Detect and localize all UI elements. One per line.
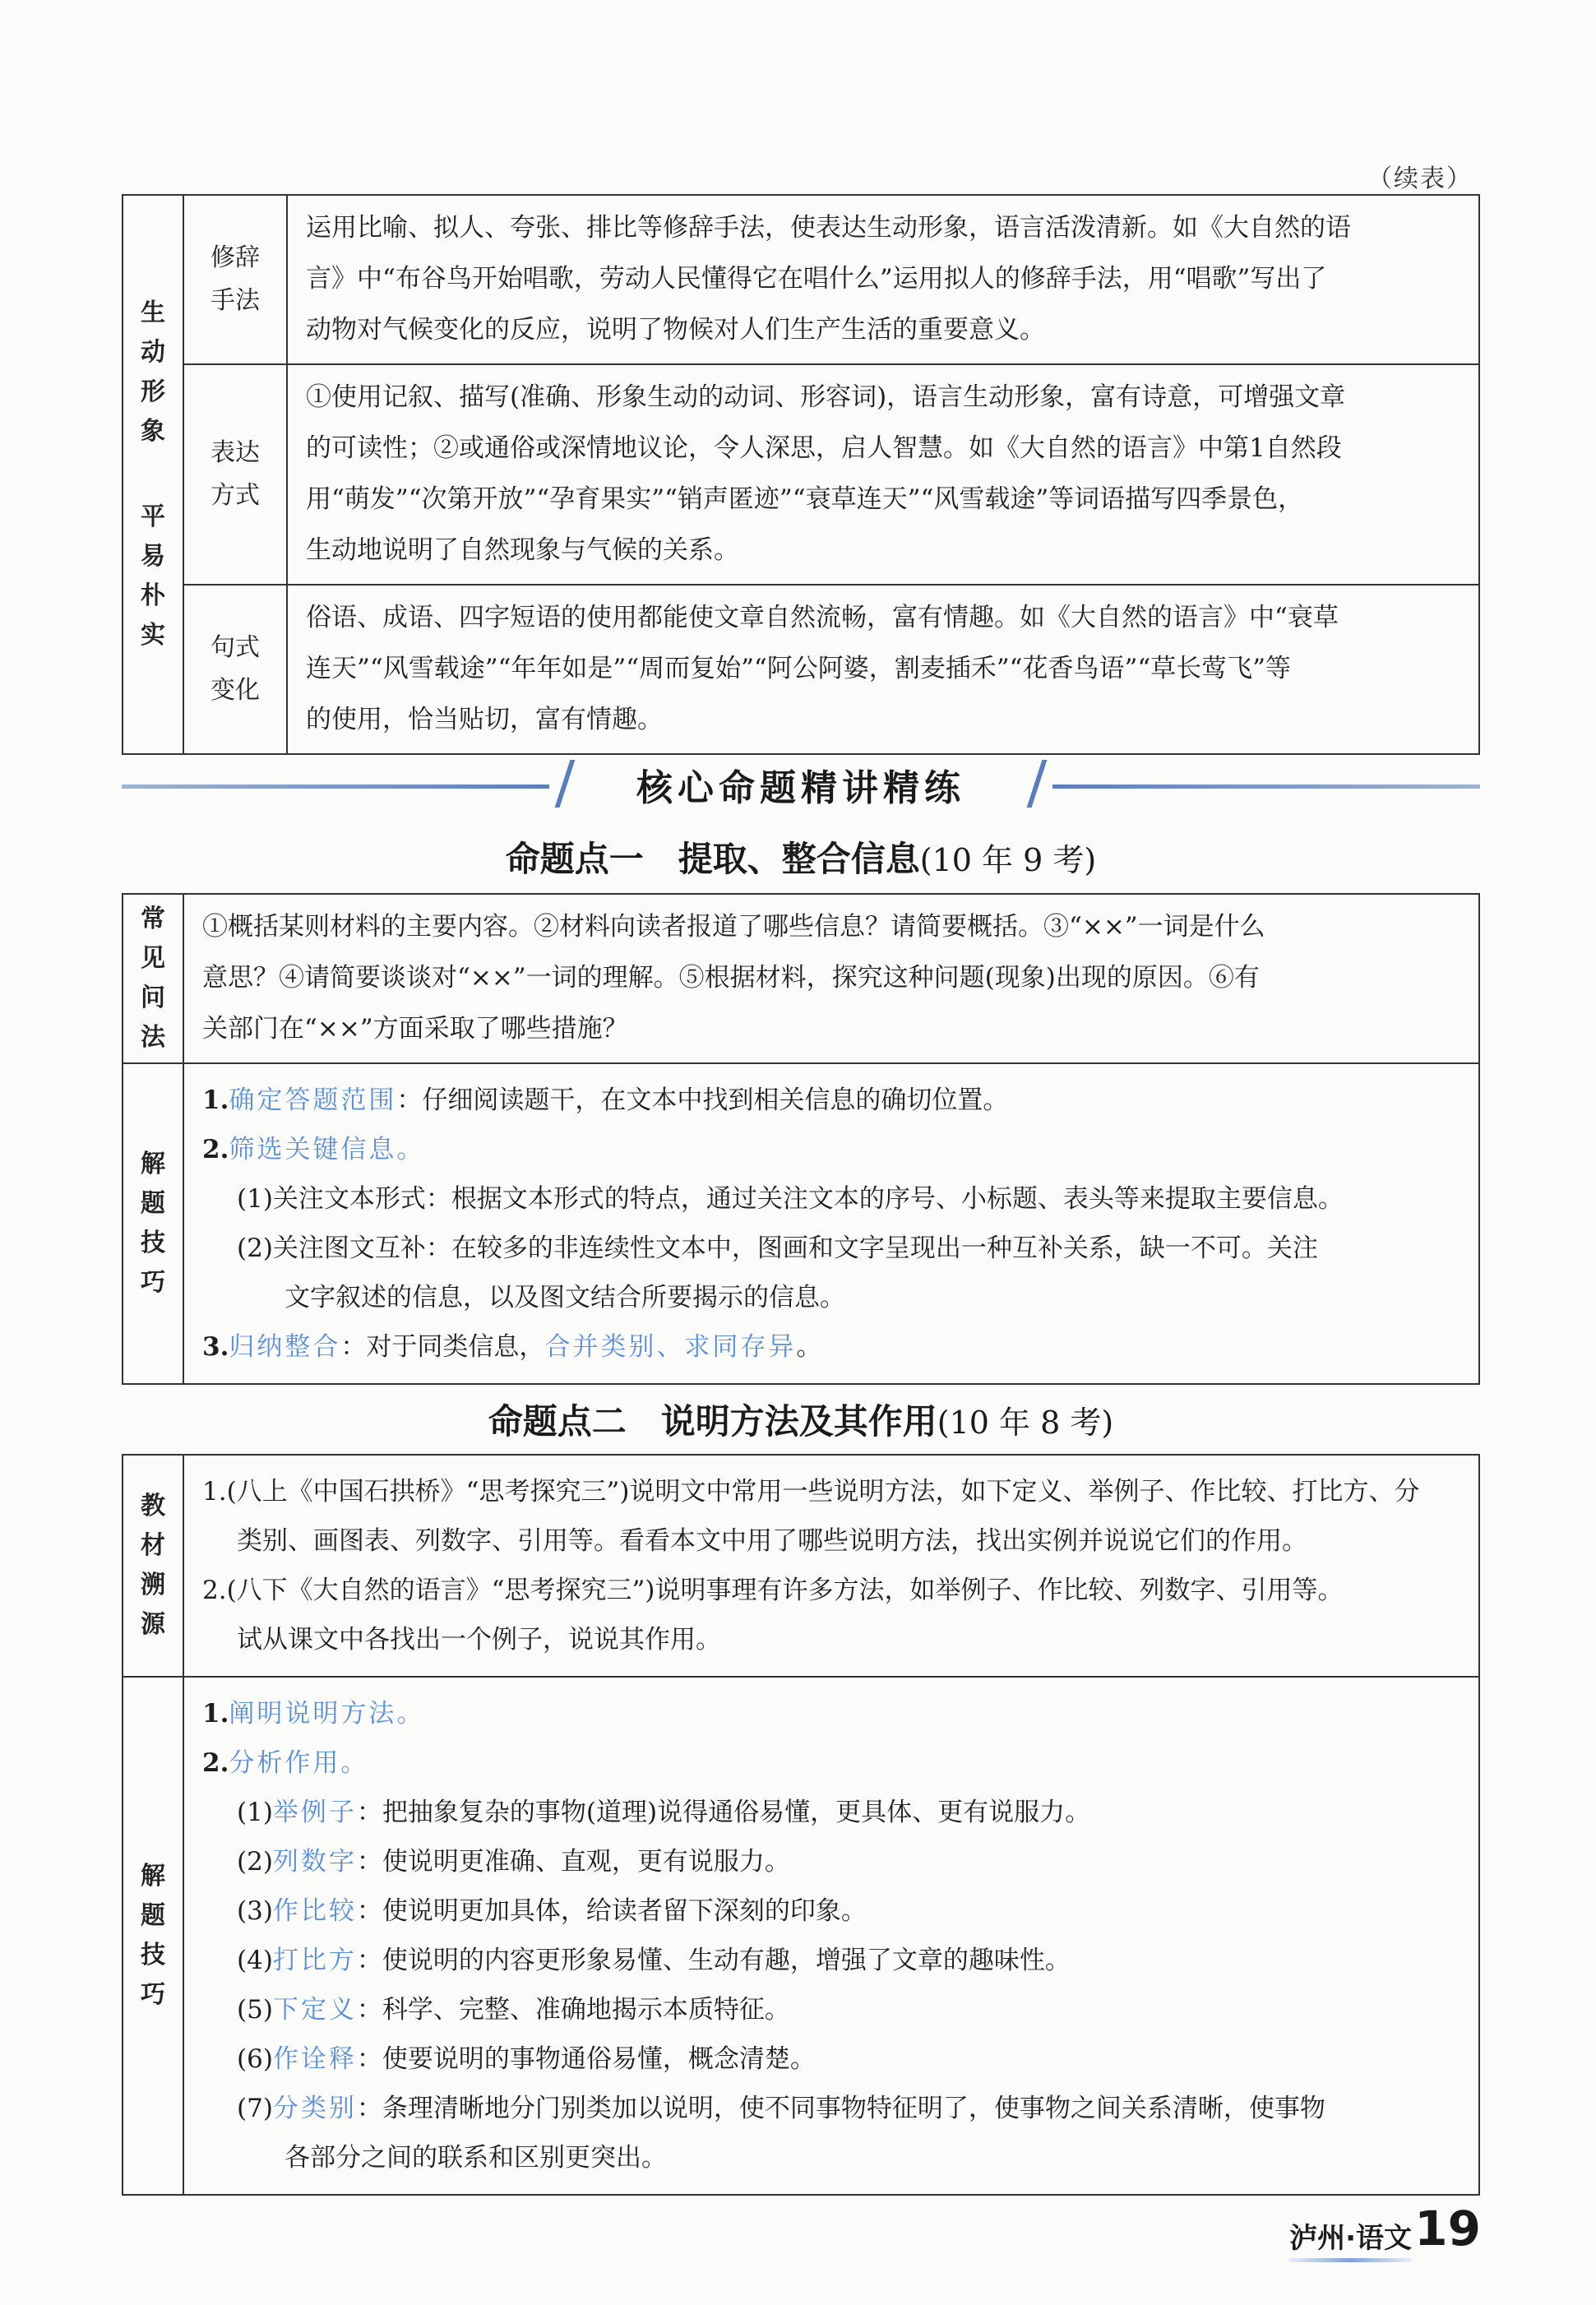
- label-char: 溯: [141, 1571, 165, 1599]
- table-row: [123, 894, 1479, 1063]
- row-label-text: 句式: [210, 632, 260, 662]
- method-item: [202, 1936, 1464, 1985]
- category-label: [123, 195, 183, 754]
- method-num: (4): [237, 1946, 273, 1975]
- row-label-text: 手法: [210, 286, 260, 315]
- row-label-expression: [183, 364, 287, 585]
- topic1-subtitle: 提取、整合信息: [678, 839, 920, 879]
- label-char: 题: [141, 1189, 165, 1218]
- common-questions-label: [123, 894, 183, 1063]
- method-item: [202, 1788, 1464, 1837]
- topic1-count: (10 年 9 考): [919, 842, 1097, 878]
- common-questions-content: [183, 894, 1479, 1063]
- label-char: 常: [141, 905, 165, 933]
- topic1-table: [122, 893, 1480, 1385]
- method-text: ：把抽象复杂的事物(道理)说得通俗易懂，更具体、更有说服力。: [356, 1798, 1091, 1827]
- label-char: 见: [141, 944, 165, 973]
- label-char: 解: [141, 1862, 165, 1891]
- method-text: ：条理清晰地分门别类加以说明，使不同事物特征明了，使事物之间关系清晰，使事物: [356, 2094, 1325, 2123]
- text-line: 言》中“布谷鸟开始唱歌，劳动人民懂得它在唱什么”运用拟人的修辞手法，用“唱歌”写出了: [306, 264, 1327, 294]
- text-line: 试从课文中各找出一个例子，说说其作用。: [237, 1625, 721, 1655]
- table-row: [123, 1455, 1479, 1677]
- style-features-table: [122, 194, 1480, 755]
- tip-key: 合并类别、求同存异: [544, 1332, 797, 1362]
- tip-key: 确定答题范围: [229, 1085, 397, 1115]
- row-label-text: 修辞: [210, 243, 260, 272]
- tip-key: 分析作用。: [229, 1748, 369, 1778]
- category-char: 象: [141, 417, 165, 446]
- method-key: 作诠释: [272, 2044, 357, 2074]
- topic1-heading: 命题点一: [505, 839, 644, 879]
- method-key: 作比较: [272, 1896, 357, 1926]
- method-num: (6): [237, 2044, 273, 2074]
- topic2-table: [122, 1454, 1480, 2196]
- tip-item: [202, 1322, 1464, 1372]
- category-char: 易: [141, 542, 165, 571]
- category-char: 动: [141, 338, 165, 367]
- label-char: 巧: [141, 1268, 165, 1297]
- category-char: 生: [141, 299, 165, 327]
- category-char: 形: [141, 377, 165, 406]
- category-char: 平: [141, 502, 165, 531]
- table-row: [123, 195, 1479, 364]
- tip-text: 。: [796, 1332, 822, 1362]
- row-content-rhetoric: [287, 195, 1479, 364]
- table-row: [123, 364, 1479, 585]
- tip-item: [202, 1076, 1464, 1125]
- textbook-content: [183, 1455, 1479, 1677]
- label-char: 材: [141, 1531, 165, 1560]
- method-num: (3): [237, 1896, 273, 1926]
- row-label-text: 表达: [210, 437, 260, 467]
- tips-content: [183, 1677, 1479, 2195]
- footer-label: 泸州·语文: [1289, 2222, 1412, 2255]
- row-label-sentence: [183, 585, 287, 754]
- continued-note: （续表）: [1367, 164, 1473, 193]
- tip-text: ：对于同类信息，: [340, 1332, 545, 1362]
- row-label-text: 变化: [210, 676, 260, 705]
- tip-subitem-cont: 文字叙述的信息，以及图文结合所要揭示的信息。: [285, 1283, 845, 1312]
- table-row: [123, 1677, 1479, 2195]
- method-key: 打比方: [272, 1946, 357, 1975]
- label-char: 源: [141, 1610, 165, 1639]
- method-text: ：使说明更加具体，给读者留下深刻的印象。: [356, 1896, 867, 1926]
- method-num: (1): [237, 1798, 273, 1827]
- method-item: [202, 2034, 1464, 2084]
- text-line: 1.(八上《中国石拱桥》“思考探究三”)说明文中常用一些说明方法，如下定义、举例子、作比较、打比方、分: [202, 1477, 1420, 1507]
- text-line: 俗语、成语、四字短语的使用都能使文章自然流畅，富有情趣。如《大自然的语言》中“衰草: [306, 603, 1339, 632]
- text-line: 的使用，恰当贴切，富有情趣。: [306, 705, 663, 734]
- text-line: ①概括某则材料的主要内容。②材料向读者报道了哪些信息？请简要概括。③“××”一词是什么: [202, 912, 1265, 942]
- tip-key: 归纳整合: [229, 1332, 341, 1362]
- page-number: 19: [1414, 2201, 1481, 2256]
- section-banner: [122, 753, 1480, 816]
- label-char: 法: [141, 1023, 165, 1052]
- row-content-sentence: [287, 585, 1479, 754]
- method-text: ：科学、完整、准确地揭示本质特征。: [356, 1995, 790, 2025]
- method-item: [202, 1886, 1464, 1936]
- tip-num: 2.: [202, 1135, 229, 1164]
- tip-num: 1.: [202, 1085, 229, 1115]
- table-row: [123, 585, 1479, 754]
- tips-label: [123, 1677, 183, 2195]
- tip-item: [202, 1125, 1464, 1174]
- text-line: 生动地说明了自然现象与气候的关系。: [306, 535, 739, 565]
- topic2-title: [122, 1395, 1480, 1444]
- tip-step: [202, 1689, 1464, 1738]
- label-char: 题: [141, 1901, 165, 1930]
- section-title: 核心命题精讲精练: [636, 767, 965, 809]
- method-num: (5): [237, 1995, 273, 2025]
- method-num: (2): [237, 1847, 273, 1877]
- category-gap: [123, 451, 183, 498]
- method-item: [202, 1837, 1464, 1886]
- tip-num: 1.: [202, 1699, 229, 1729]
- method-text: ：使要说明的事物通俗易懂，概念清楚。: [356, 2044, 816, 2074]
- topic1-title: [122, 832, 1480, 882]
- tip-step: [202, 1738, 1464, 1788]
- row-label-text: 方式: [210, 481, 260, 510]
- method-item: [202, 2084, 1464, 2133]
- row-content-expression: [287, 364, 1479, 585]
- tip-key: 筛选关键信息。: [229, 1135, 425, 1164]
- tip-text: ：仔细阅读题干，在文本中找到相关信息的确切位置。: [396, 1085, 1009, 1115]
- label-char: 解: [141, 1150, 165, 1178]
- label-char: 技: [141, 1229, 165, 1257]
- method-item: [202, 1985, 1464, 2034]
- text-line: 意思？④请简要谈谈对“××”一词的理解。⑤根据材料，探究这种问题(现象)出现的原因。⑥有: [202, 963, 1260, 993]
- method-item-cont: 各部分之间的联系和区别更突出。: [285, 2143, 667, 2173]
- method-key: 举例子: [272, 1798, 357, 1827]
- label-char: 教: [141, 1492, 165, 1520]
- method-key: 列数字: [272, 1847, 357, 1877]
- text-line: 2.(八下《大自然的语言》“思考探究三”)说明事理有许多方法，如举例子、作比较、列数字、引用等。: [202, 1576, 1344, 1605]
- banner-line-right: [1052, 785, 1480, 789]
- text-line: 动物对气候变化的反应，说明了物候对人们生产生活的重要意义。: [306, 315, 1045, 345]
- category-char: 朴: [141, 581, 165, 610]
- tip-key: 阐明说明方法。: [229, 1699, 425, 1729]
- topic2-count: (10 年 8 考): [937, 1405, 1114, 1441]
- text-line: 运用比喻、拟人、夸张、排比等修辞手法，使表达生动形象，语言活泼清新。如《大自然的语: [306, 213, 1351, 243]
- topic2-heading: 命题点二: [488, 1401, 627, 1442]
- text-line: 连天”“风雪载途”“年年如是”“周而复始”“阿公阿婆，割麦插禾”“花香鸟语”“草长莺飞”等: [306, 654, 1292, 683]
- method-key: 分类别: [272, 2094, 357, 2123]
- text-line: 关部门在“××”方面采取了哪些措施？: [202, 1014, 628, 1044]
- method-text: ：使说明的内容更形象易懂、生动有趣，增强了文章的趣味性。: [356, 1946, 1071, 1975]
- text-line: 类别、画图表、列数字、引用等。看看本文中用了哪些说明方法，找出实例并说说它们的作用。: [237, 1526, 1307, 1556]
- text-line: 的可读性；②或通俗或深情地议论，令人深思，启人智慧。如《大自然的语言》中第1自然段: [306, 433, 1342, 463]
- tips-content: [183, 1063, 1479, 1384]
- label-char: 巧: [141, 1980, 165, 2009]
- topic2-subtitle: 说明方法及其作用: [660, 1401, 937, 1442]
- text-line: 用“萌发”“次第开放”“孕育果实”“销声匿迹”“衰草连天”“风雪载途”等词语描写四季景色，: [306, 484, 1304, 514]
- textbook-label: [123, 1455, 183, 1677]
- table-row: [123, 1063, 1479, 1384]
- label-char: 技: [141, 1941, 165, 1969]
- text-line: ①使用记叙、描写(准确、形象生动的动词、形容词)，语言生动形象，富有诗意，可增强文章: [306, 382, 1346, 412]
- method-key: 下定义: [272, 1995, 357, 2025]
- tip-subitem: (1)关注文本形式：根据文本形式的特点，通过关注文本的序号、小标题、表头等来提取主要信息。: [237, 1184, 1344, 1214]
- tip-num: 3.: [202, 1332, 229, 1362]
- tip-num: 2.: [202, 1748, 229, 1778]
- tip-subitem: (2)关注图文互补：在较多的非连续性文本中，图画和文字呈现出一种互补关系，缺一不可。关注: [237, 1233, 1318, 1263]
- method-text: ：使说明更准确、直观，更有说服力。: [356, 1847, 790, 1877]
- category-char: 实: [141, 621, 165, 650]
- row-label-rhetoric: [183, 195, 287, 364]
- method-num: (7): [237, 2094, 273, 2123]
- footer-accent-bar: [1288, 2258, 1412, 2262]
- tips-label: [123, 1063, 183, 1384]
- label-char: 问: [141, 984, 165, 1012]
